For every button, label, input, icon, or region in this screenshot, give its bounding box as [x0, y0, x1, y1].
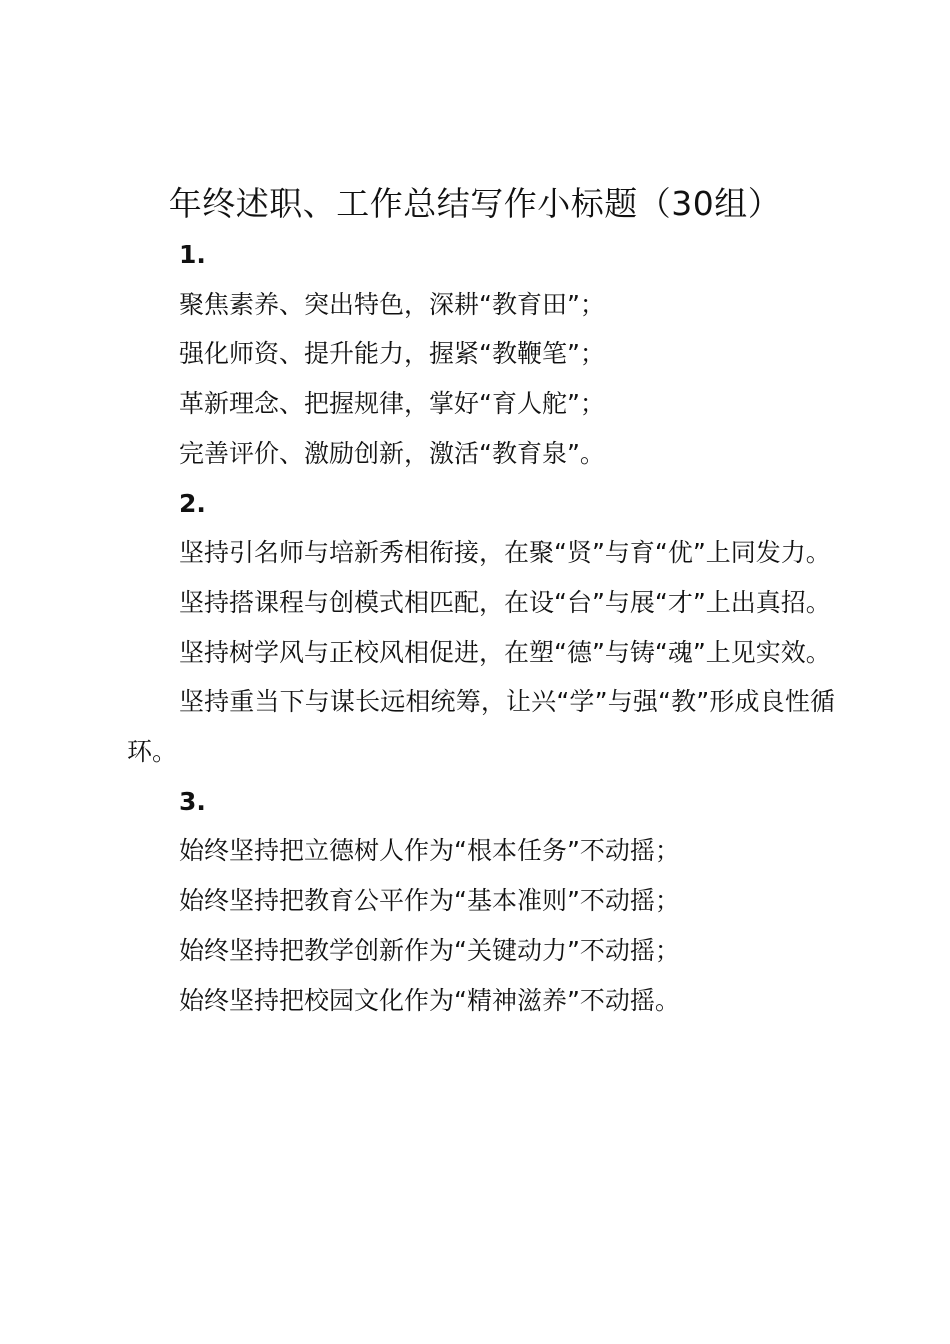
group-2-paragraph: 坚持重当下与谋长远相统筹，让兴“学”与强“教”形成良性循环。: [127, 687, 835, 767]
group-2-paragraph: 坚持搭课程与创模式相匹配，在设“台”与展“才”上出真招。: [179, 587, 831, 617]
group-2-paragraph: 坚持树学风与正校风相促进，在塑“德”与铸“魂”上见实效。: [179, 637, 831, 667]
group-3-line: 始终坚持把教育公平作为“基本准则”不动摇；: [179, 886, 680, 916]
document-title: 年终述职、工作总结写作小标题（30组）: [168, 184, 782, 223]
document-body: [127, 230, 835, 1025]
group-1-line: 强化师资、提升能力，握紧“教鞭笔”；: [179, 339, 605, 369]
group-3-line: 始终坚持把教学创新作为“关键动力”不动摇；: [179, 935, 680, 965]
group-3-number: 3.: [179, 786, 206, 816]
group-3-line: 始终坚持把校园文化作为“精神滋养”不动摇。: [179, 985, 680, 1015]
group-1-line: 聚焦素养、突出特色，深耕“教育田”；: [179, 289, 605, 319]
group-1-line: 革新理念、把握规律，掌好“育人舵”；: [179, 389, 605, 419]
group-1-line: 完善评价、激励创新，激活“教育泉”。: [179, 438, 605, 468]
group-2-paragraph: 坚持引名师与培新秀相衔接，在聚“贤”与育“优”上同发力。: [179, 538, 831, 568]
group-3-line: 始终坚持把立德树人作为“根本任务”不动摇；: [179, 836, 680, 866]
group-2-number: 2.: [179, 488, 206, 518]
group-1-number: 1.: [179, 240, 206, 269]
